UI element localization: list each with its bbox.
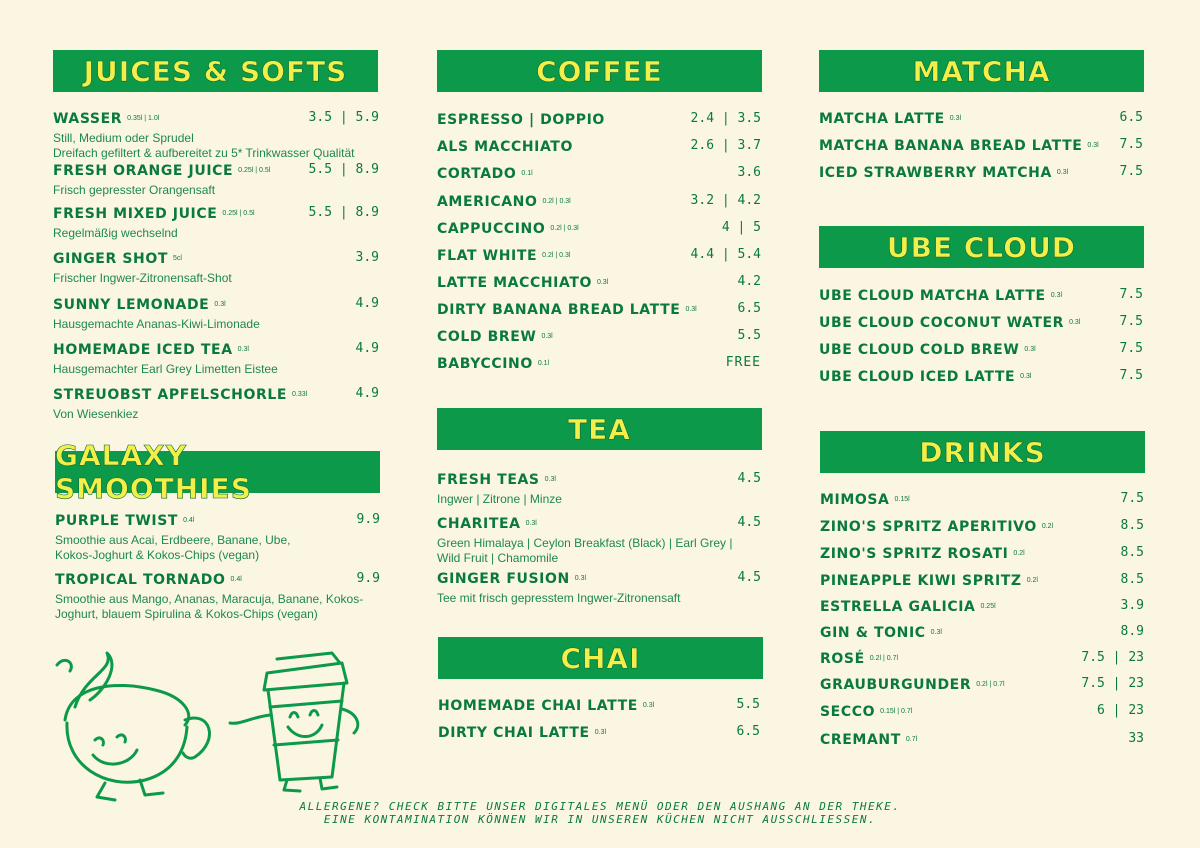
ube-title: UBE CLOUD — [886, 230, 1077, 264]
menu-item: GINGER FUSION 0.3l 4.5 Tee mit frisch gepresstem Ingwer-Zitronensaft — [437, 570, 761, 605]
menu-item: UBE CLOUD COLD BREW 0.3l 7.5 — [819, 341, 1143, 358]
menu-item: FRESH ORANGE JUICE 0.25l | 0.5l 5.5 | 8.9 Frisch gepresster Orangensaft — [53, 162, 379, 197]
menu-item: MATCHA LATTE 0.3l 6.5 — [819, 110, 1143, 127]
ube-banner — [819, 226, 1144, 268]
menu-item: CAPPUCCINO 0.2l | 0.3l 4 | 5 — [437, 220, 761, 237]
coffee-banner — [437, 50, 762, 92]
menu-item: ESTRELLA GALICIA 0.25l 3.9 — [820, 598, 1144, 615]
menu-item: UBE CLOUD ICED LATTE 0.3l 7.5 — [819, 368, 1143, 385]
menu-item: SUNNY LEMONADE 0.3l 4.9 Hausgemachte Ananas-Kiwi-Limonade — [53, 296, 379, 331]
menu-item: ZINO'S SPRITZ APERITIVO 0.2l 8.5 — [820, 518, 1144, 535]
menu-item: HOMEMADE ICED TEA 0.3l 4.9 Hausgemachter Earl Grey Limetten Eistee — [53, 341, 379, 376]
drinks-title: DRINKS — [919, 435, 1046, 469]
chai-section — [438, 697, 760, 751]
menu-item: UBE CLOUD MATCHA LATTE 0.3l 7.5 — [819, 287, 1143, 304]
menu-item: AMERICANO 0.2l | 0.3l 3.2 | 4.2 — [437, 193, 761, 210]
juices-banner — [53, 50, 378, 92]
menu-item: SECCO 0.15l | 0.7l 6 | 23 — [820, 703, 1144, 720]
drinks-banner — [820, 431, 1145, 473]
menu-item: HOMEMADE CHAI LATTE 0.3l 5.5 — [438, 697, 760, 714]
matcha-title: MATCHA — [912, 54, 1051, 88]
tea-title: TEA — [568, 412, 631, 446]
chai-banner — [438, 637, 763, 679]
chai-title: CHAI — [560, 641, 641, 675]
menu-item: UBE CLOUD COCONUT WATER 0.3l 7.5 — [819, 314, 1143, 331]
menu-item: CORTADO 0.1l 3.6 — [437, 165, 761, 182]
menu-item: WASSER 0.35l | 1.0l 3.5 | 5.9 Still, Medium oder Sprudel Dreifach gefiltert & aufbereitet zu 5* Trinkwasser Qualität — [53, 110, 379, 160]
to-go-cup-mascot-icon — [222, 645, 392, 795]
coffee-title: COFFEE — [536, 54, 663, 88]
allergen-notice: ALLERGENE? CHECK BITTE UNSER DIGITALES MENÜ ODER DEN AUSHANG AN DER THEKE. EINE KONTAMINATION KÖNNEN WIR IN UNSEREN KÜCHEN NICHT AUSSCHLIESSEN. — [299, 800, 901, 826]
menu-item: BABYCCINO 0.1l FREE — [437, 355, 761, 372]
menu-item: ROSÉ 0.2l | 0.7l 7.5 | 23 — [820, 650, 1144, 667]
drinks-section — [820, 491, 1144, 758]
smoothies-banner — [55, 439, 380, 505]
menu-item: MATCHA BANANA BREAD LATTE 0.3l 7.5 — [819, 137, 1143, 154]
smoothies-title: GALAXY SMOOTHIES — [55, 439, 252, 505]
menu-item: FRESH TEAS 0.3l 4.5 Ingwer | Zitrone | Minze — [437, 471, 761, 506]
matcha-banner — [819, 50, 1144, 92]
menu-item: LATTE MACCHIATO 0.3l 4.2 — [437, 274, 761, 291]
ube-section — [819, 287, 1143, 395]
menu-item: FLAT WHITE 0.2l | 0.3l 4.4 | 5.4 — [437, 247, 761, 264]
tea-section — [437, 471, 761, 606]
juices-title: JUICES & SOFTS — [83, 54, 348, 88]
menu-item: COLD BREW 0.3l 5.5 — [437, 328, 761, 345]
menu-item: PURPLE TWIST 0.4l 9.9 Smoothie aus Acai, Erdbeere, Banane, Ube, Kokos-Joghurt & Kokos-Chips (vegan) — [55, 512, 380, 562]
menu-item: STREUOBST APFELSCHORLE 0.33l 4.9 Von Wiesenkiez — [53, 386, 379, 421]
menu-item: GIN & TONIC 0.3l 8.9 — [820, 624, 1144, 641]
tea-banner — [437, 408, 762, 450]
menu-item: ZINO'S SPRITZ ROSATI 0.2l 8.5 — [820, 545, 1144, 562]
matcha-section — [819, 110, 1143, 191]
menu-item: ICED STRAWBERRY MATCHA 0.3l 7.5 — [819, 164, 1143, 181]
menu-item: ESPRESSO | DOPPIO 2.4 | 3.5 — [437, 111, 761, 128]
menu-item: ALS MACCHIATO 2.6 | 3.7 — [437, 138, 761, 155]
menu-item: DIRTY BANANA BREAD LATTE 0.3l 6.5 — [437, 301, 761, 318]
coffee-cup-mascot-icon — [45, 645, 220, 805]
menu-item: CREMANT 0.7l 33 — [820, 731, 1144, 748]
menu-item: TROPICAL TORNADO 0.4l 9.9 Smoothie aus Mango, Ananas, Maracuja, Banane, Kokos- Joghurt, blauem Spirulina & Kokos-Chips (vegan) — [55, 571, 380, 621]
menu-item: GRAUBURGUNDER 0.2l | 0.7l 7.5 | 23 — [820, 676, 1144, 693]
smoothies-section — [55, 512, 380, 622]
menu-item: CHARITEA 0.3l 4.5 Green Himalaya | Ceylon Breakfast (Black) | Earl Grey | Wild Fruit | Chamomile — [437, 515, 761, 565]
coffee-section — [437, 111, 761, 382]
menu-item: DIRTY CHAI LATTE 0.3l 6.5 — [438, 724, 760, 741]
juices-section — [53, 110, 379, 426]
menu-item: PINEAPPLE KIWI SPRITZ 0.2l 8.5 — [820, 572, 1144, 589]
menu-item: GINGER SHOT 5cl 3.9 Frischer Ingwer-Zitronensaft-Shot — [53, 250, 379, 285]
menu-item: MIMOSA 0.15l 7.5 — [820, 491, 1144, 508]
menu-item: FRESH MIXED JUICE 0.25l | 0.5l 5.5 | 8.9 Regelmäßig wechselnd — [53, 205, 379, 240]
